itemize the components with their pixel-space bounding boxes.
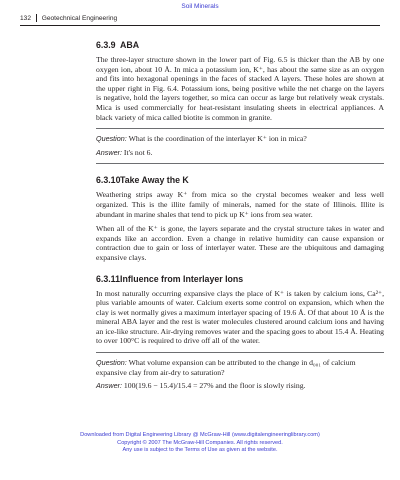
page-body [96, 40, 384, 391]
question [96, 134, 384, 144]
section-number: 6.3.10 [96, 175, 121, 186]
question-text: What volume expansion can be attributed to the change in d₀₀₁ of calcium expansive clay from air-dry to saturation? [96, 358, 356, 377]
footer-terms: Any use is subject to the Terms of Use as given at the website. [122, 447, 278, 454]
answer [96, 381, 384, 391]
answer-text: 100(19.6 − 15.4)/15.4 = 27% and the floor is slowly rising. [123, 381, 306, 391]
divider [96, 352, 384, 353]
answer-label: Answer: [96, 381, 122, 391]
running-head: Soil Minerals [181, 3, 219, 10]
section-title: Influence from Interlayer Ions [120, 273, 244, 284]
page-header [20, 14, 380, 26]
section-heading [96, 175, 384, 185]
answer [96, 148, 384, 158]
section-number: 6.3.9 [96, 40, 116, 50]
question-label: Question: [96, 358, 127, 368]
header-divider [36, 14, 37, 22]
question [96, 358, 384, 377]
divider [96, 163, 384, 164]
section-heading [96, 274, 384, 284]
body-paragraph: The three-layer structure shown in the lower part of Fig. 6.5 is thicker than the AB by one oxygen ion, about 10 Å. In mica a potassium ion, K⁺, has about the same size as an oxygen and fits into hexagonal openings in the faces of stacked A layers. These holes are shown at the upper right in Fig. 6.4. Potassium ions, being positive while the net charge on the layers is negative, hold the layers together, so mica can occur as large but relatively weak crystals. Mica is used commercially for heat-resistant insulating sheets in electrical appliances. A black variety of mica called biotite is common in granite. [96, 55, 384, 122]
body-paragraph: In most naturally occurring expansive clays the place of K⁺ is taken by calcium ions, Ca²⁺, plus variable amounts of water. Calcium exerts some control on expansion, which when the clay is wet normally gives a maximum interlayer spacing of 19.6 Å. Of that about 10 Å is the mineral ABA layer and the rest is water molecules clustered around calcium ions and having an ice-like structure. Air-drying removes water and the spacing goes to about 15.4 Å. Heating to over 100°C is required to drive off all of the water. [96, 288, 384, 346]
page-number: 132 [20, 15, 32, 22]
question-label: Question: [96, 134, 127, 144]
section-number: 6.3.11 [96, 273, 120, 284]
section-heading [96, 40, 384, 50]
footer-copyright: Copyright © 2007 The McGraw-Hill Companies. All rights reserved. [117, 439, 283, 446]
footer [0, 432, 400, 455]
divider [96, 128, 384, 129]
body-paragraph: Weathering strips away K⁺ from mica so the crystal becomes weaker and less well organized. This is the illite family of minerals, named for the state of Illinois. Illite is abundant in marine shales that tend to pick up K⁺ ions from sea water. [96, 190, 384, 219]
question-text: What is the coordination of the interlayer K⁺ ion in mica? [128, 134, 307, 144]
footer-download-link[interactable]: Downloaded from Digital Engineering Library @ McGraw-Hill (www.digitalengineeringlibrary.com) [80, 432, 320, 438]
body-paragraph: When all of the K⁺ is gone, the layers separate and the crystal structure takes in water and expands like an accordion. Even a change in relative humidity can cause expansion or contraction due to gain or loss of interlayer water. These are the ubiquitous and damaging expansive clays. [96, 224, 384, 262]
book-title: Geotechnical Engineering [41, 15, 118, 22]
section-title: ABA [120, 40, 140, 50]
answer-text: It's not 6. [123, 147, 153, 157]
section-title: Take Away the K [120, 175, 189, 186]
answer-label: Answer: [96, 147, 122, 157]
